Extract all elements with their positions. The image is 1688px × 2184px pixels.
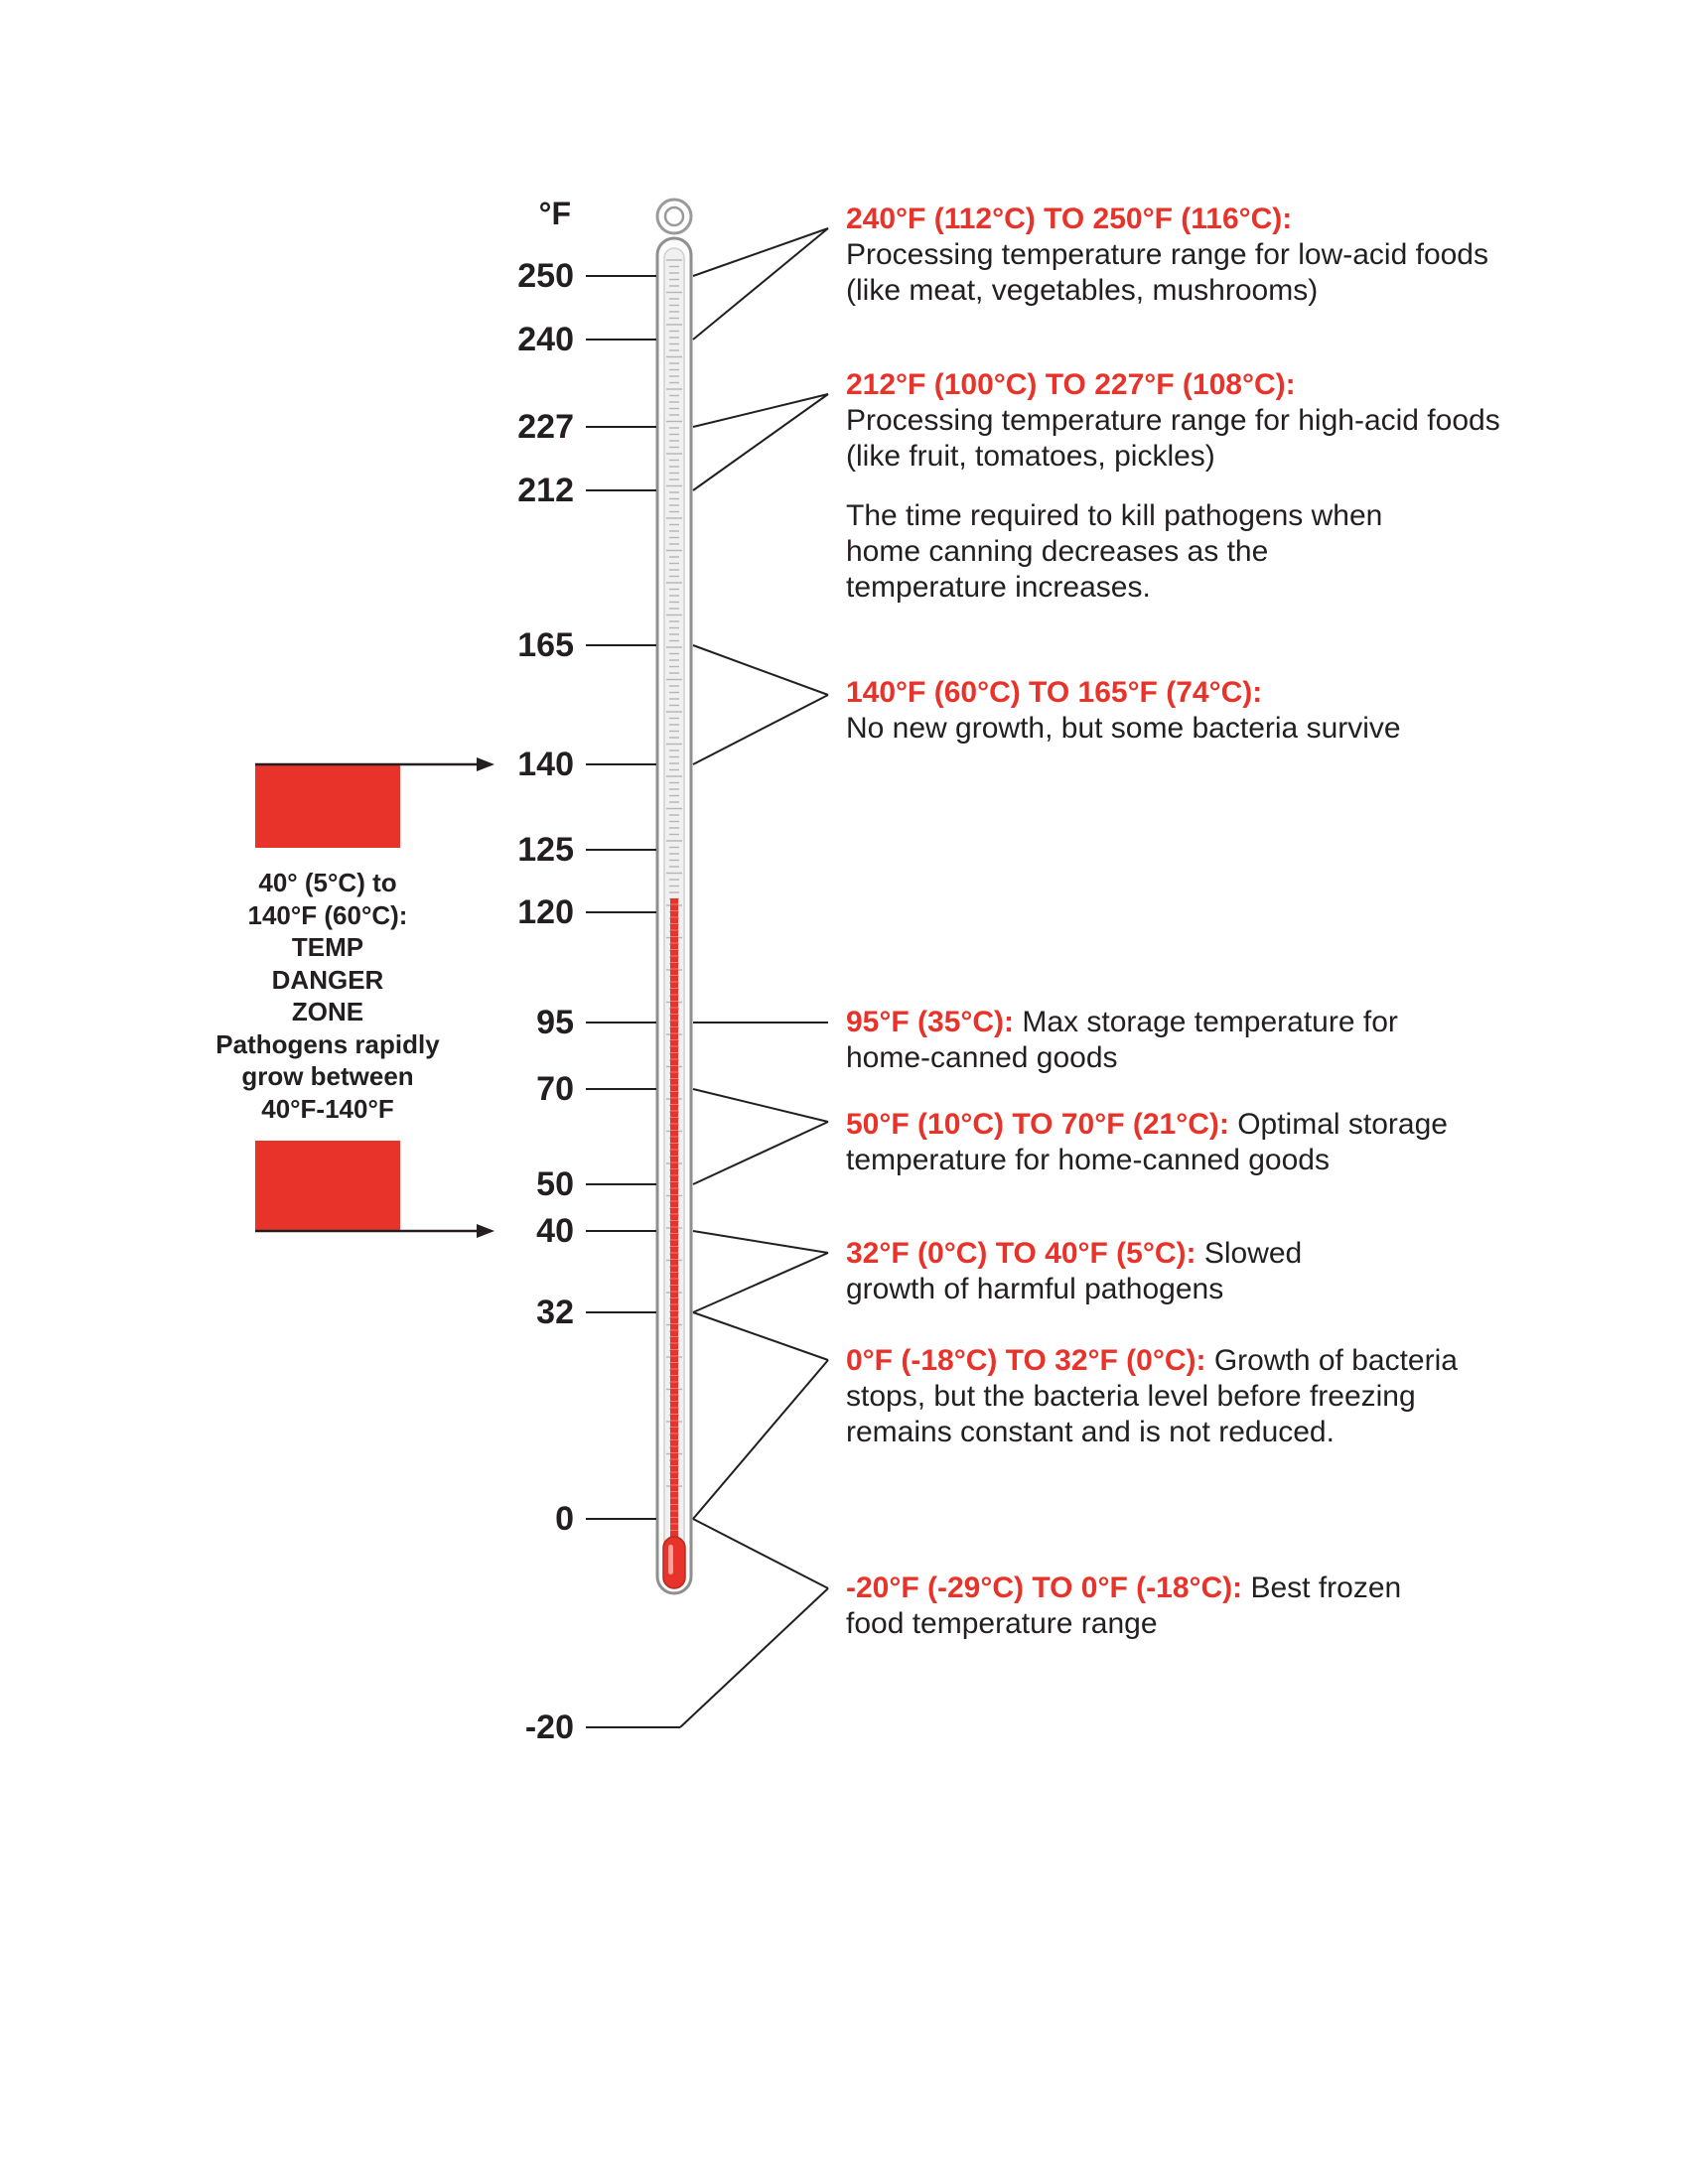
leader-growth-stops: [693, 1360, 828, 1519]
leader-growth-stops: [693, 1312, 828, 1360]
leader-no-growth: [693, 695, 828, 764]
danger-zone-line: 40° (5°C) to: [258, 868, 397, 897]
annotation-text: The time required to kill pathogens when home canning decreases as the temperature increases.: [846, 499, 1383, 604]
tick-label: 165: [517, 626, 574, 664]
annotation-heading: -20°F (-29°C) TO 0°F (-18°C):: [846, 1571, 1243, 1604]
tick-label: 70: [536, 1070, 574, 1108]
annotation-text: Growth of bacteria stops, but the bacteria level before freezing remains constant and is not reduced.: [846, 1344, 1458, 1448]
annotation-heading: 140°F (60°C) TO 165°F (74°C):: [846, 676, 1263, 709]
leader-frozen-range: [680, 1588, 828, 1727]
mercury-bulb: [663, 1537, 685, 1588]
tick-label: 120: [517, 893, 574, 931]
tick-label: 125: [517, 831, 574, 869]
leader-frozen-range: [693, 1519, 828, 1588]
mercury-bulb-highlight: [668, 1545, 673, 1574]
danger-zone-line: DANGER: [271, 964, 384, 995]
annotation-high-acid: [846, 367, 1501, 475]
danger-zone-line: ZONE: [291, 997, 364, 1026]
leader-slowed-growth: [693, 1231, 828, 1253]
annotation-low-acid: [846, 202, 1501, 309]
leader-high-acid: [693, 394, 828, 427]
annotation-heading: 212°F (100°C) TO 227°F (108°C):: [846, 368, 1296, 401]
leader-optimal-storage: [693, 1122, 828, 1184]
annotation-text: Processing temperature range for high-acid foods (like fruit, tomatoes, pickles): [846, 404, 1500, 473]
annotation-slowed-growth: [846, 1236, 1382, 1307]
annotation-text: Max storage temperature for home-canned goods: [846, 1006, 1398, 1074]
danger-zone-line: 40°F-140°F: [261, 1093, 394, 1124]
annotation-growth-stops: [846, 1343, 1521, 1450]
annotation-text: Best frozen food temperature range: [846, 1571, 1402, 1640]
danger-zone-bottom-box: [255, 1141, 400, 1230]
tick-label: 212: [517, 472, 574, 509]
annotation-max-storage: [846, 1005, 1442, 1076]
tick-label: 250: [517, 257, 574, 295]
danger-zone-label: [194, 867, 462, 1125]
danger-zone-top-box: [255, 765, 400, 848]
leader-slowed-growth: [693, 1253, 828, 1312]
tick-label: 50: [536, 1165, 574, 1203]
annotation-time-note: [846, 498, 1402, 606]
tick-label: 95: [536, 1004, 574, 1041]
annotation-text: Optimal storage temperature for home-canned goods: [846, 1108, 1448, 1176]
annotation-heading: 95°F (35°C):: [846, 1006, 1015, 1038]
unit-label: °F: [538, 196, 571, 231]
leader-no-growth: [693, 645, 828, 695]
tick-label: 140: [517, 746, 574, 783]
annotation-no-growth: [846, 675, 1501, 747]
annotation-optimal-storage: [846, 1107, 1521, 1178]
annotation-heading: 240°F (112°C) TO 250°F (116°C):: [846, 203, 1293, 235]
danger-zone-line: grow between: [241, 1061, 414, 1091]
tick-label: 32: [536, 1294, 574, 1331]
leader-low-acid: [693, 228, 828, 340]
tick-label: 0: [555, 1500, 574, 1538]
danger-zone-line: 140°F (60°C):: [247, 899, 408, 930]
tick-label: 240: [517, 321, 574, 358]
tick-label: 40: [536, 1212, 574, 1250]
annotation-frozen-range: [846, 1570, 1402, 1642]
annotation-text: Slowed growth of harmful pathogens: [846, 1237, 1303, 1305]
leader-high-acid: [693, 394, 828, 490]
thermometer-ring-hole: [665, 207, 683, 225]
danger-zone-line: Pathogens rapidly: [215, 1028, 440, 1059]
leader-optimal-storage: [693, 1089, 828, 1122]
annotation-text: Processing temperature range for low-acid foods (like meat, vegetables, mushrooms): [846, 238, 1488, 307]
annotation-text: No new growth, but some bacteria survive: [846, 712, 1401, 745]
tick-label: 227: [517, 408, 574, 446]
annotation-heading: 0°F (-18°C) TO 32°F (0°C):: [846, 1344, 1206, 1377]
annotation-heading: 50°F (10°C) TO 70°F (21°C):: [846, 1108, 1229, 1141]
tick-label: -20: [524, 1708, 574, 1746]
annotation-heading: 32°F (0°C) TO 40°F (5°C):: [846, 1237, 1196, 1270]
danger-zone-line: TEMP: [291, 932, 364, 962]
leader-low-acid: [693, 228, 828, 276]
